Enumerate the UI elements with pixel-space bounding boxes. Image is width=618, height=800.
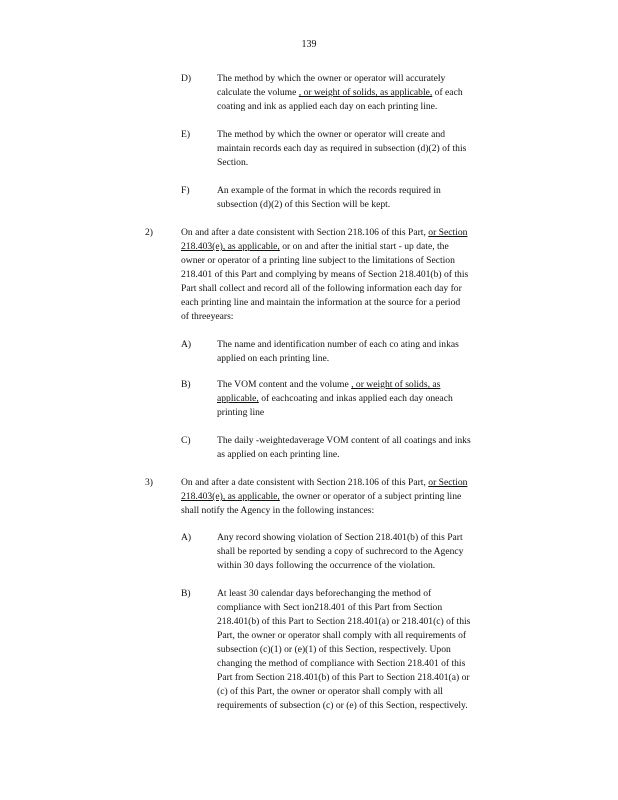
text-run: each printing line and maintain the information at the source for a period — [181, 297, 461, 308]
text-line — [217, 338, 531, 352]
text-run: On and after a date consistent with Section 218.106 of this Part, — [181, 227, 429, 238]
text-line — [217, 629, 534, 643]
page-number: 139 — [301, 39, 317, 50]
text-run: calculate the volume — [217, 87, 299, 98]
text-run: coating and ink as applied each day on each printing line. — [217, 101, 438, 112]
text-run: Part, the owner or operator shall comply with all requirements of — [217, 630, 467, 641]
text-run: An example of the format in which the records required in — [217, 185, 441, 196]
amendment-text: or Section — [428, 477, 468, 488]
text-line — [217, 100, 525, 114]
item-3b — [181, 587, 534, 713]
text-run: applied on each printing line. — [217, 353, 330, 364]
text-run: owner or operator of a printing line subject to the limitations of Section — [181, 255, 455, 266]
text-line — [181, 226, 537, 240]
text-line — [181, 254, 537, 268]
text-run: On and after a date consistent with Section 218.106 of this Part, — [181, 477, 429, 488]
text-run: The daily -weightedaverage VOM content of all coatings and inks — [217, 435, 471, 446]
item-label: A) — [181, 532, 192, 543]
text-line — [217, 685, 534, 699]
amendment-text: , or weight of solids, as — [351, 379, 441, 390]
text-run: Section. — [217, 157, 249, 168]
text-line — [217, 699, 534, 713]
item-2a — [181, 338, 531, 366]
item-label: F) — [181, 185, 190, 196]
text-line — [181, 310, 537, 324]
text-line — [217, 671, 534, 685]
text-run: printing line — [217, 407, 265, 418]
item-label: B) — [181, 379, 191, 390]
text-run: changing the method of compliance with Section 218.401 of this — [217, 658, 466, 669]
text-line — [217, 406, 506, 420]
amendment-text: applicable, — [217, 393, 259, 404]
item-label: B) — [181, 588, 191, 599]
item-e — [181, 128, 531, 170]
text-line — [181, 476, 531, 490]
item-2c — [181, 434, 532, 462]
text-line — [217, 156, 531, 170]
amendment-text: , or weight of solids, as applicable, — [298, 87, 433, 98]
item-label: 2) — [145, 227, 153, 238]
text-line — [181, 240, 537, 254]
item-label: A) — [181, 339, 192, 350]
text-line — [181, 296, 537, 310]
item-3 — [145, 476, 531, 518]
item-label: 3) — [145, 477, 153, 488]
amendment-text: 218.403(e), as applicable, — [181, 241, 280, 252]
text-line — [217, 184, 499, 198]
text-run: 218.401 of this Part and complying by means of Section 218.401(b) of this — [181, 269, 469, 280]
item-label: D) — [181, 73, 192, 84]
item-label: C) — [181, 435, 191, 446]
text-run: (c) of this Part, the owner or operator shall comply with all — [217, 686, 443, 697]
text-run: as applied on each printing line. — [217, 449, 340, 460]
text-run: of each — [432, 87, 463, 98]
text-line — [217, 615, 534, 629]
text-line — [181, 490, 531, 504]
text-line — [217, 587, 534, 601]
text-run: Any record showing violation of Section 218.401(b) of this Part — [217, 532, 463, 543]
text-line — [181, 268, 537, 282]
text-line — [217, 448, 532, 462]
text-run: The VOM content and the volume — [217, 379, 352, 390]
text-run: maintain records each day as required in subsection (d)(2) of this — [217, 143, 467, 154]
text-run: The name and identification number of each co ating and inkas — [217, 339, 459, 350]
text-line — [217, 657, 534, 671]
text-line — [217, 545, 520, 559]
text-line — [217, 128, 531, 142]
text-line — [217, 72, 525, 86]
item-label: E) — [181, 129, 191, 140]
text-line — [217, 434, 532, 448]
text-run: shall be reported by sending a copy of suchrecord to the Agency — [217, 546, 464, 557]
text-line — [217, 392, 506, 406]
item-2b — [181, 378, 506, 420]
text-line — [217, 86, 525, 100]
text-run: requirements of subsection (c) or (e) of this Section, respectively. — [217, 700, 468, 711]
item-3a — [181, 531, 520, 573]
text-line — [181, 282, 537, 296]
text-run: 218.401(b) of this Part to Section 218.401(a) or 218.401(c) of this — [217, 616, 471, 627]
item-f — [181, 184, 499, 212]
text-run: or on and after the initial start - up date, the — [279, 241, 449, 252]
text-line — [217, 531, 520, 545]
text-line — [217, 142, 531, 156]
text-run: subsection (d)(2) of this Section will be kept. — [217, 199, 391, 210]
text-line — [217, 559, 520, 573]
text-run: compliance with Sect ion218.401 of this Part from Section — [217, 602, 443, 613]
text-run: of threeyears: — [181, 311, 234, 322]
amendment-text: 218.403(e), as applicable, — [181, 491, 280, 502]
text-run: shall notify the Agency in the following instances: — [181, 505, 375, 516]
text-run: of eachcoating and inkas applied each day oneach — [258, 393, 453, 404]
item-2 — [145, 226, 537, 324]
text-run: The method by which the owner or operator will create and — [217, 129, 446, 140]
amendment-text: or Section — [428, 227, 468, 238]
text-run: within 30 days following the occurrence of the violation. — [217, 560, 436, 571]
text-run: Part from Section 218.401(b) of this Part to Section 218.401(a) or — [217, 672, 470, 683]
item-d — [181, 72, 525, 114]
text-run: At least 30 calendar days beforechanging the method of — [217, 588, 432, 599]
text-run: The method by which the owner or operator will accurately — [217, 73, 446, 84]
text-line — [217, 352, 531, 366]
text-line — [217, 643, 534, 657]
text-line — [181, 504, 531, 518]
text-line — [217, 601, 534, 615]
text-run: subsection (c)(1) or (e)(1) of this Section, respectively. Upon — [217, 644, 451, 655]
text-line — [217, 378, 506, 392]
text-line — [217, 198, 499, 212]
text-run: the owner or operator of a subject printing line — [279, 491, 462, 502]
text-run: Part shall collect and record all of the following information each day for — [181, 283, 462, 294]
